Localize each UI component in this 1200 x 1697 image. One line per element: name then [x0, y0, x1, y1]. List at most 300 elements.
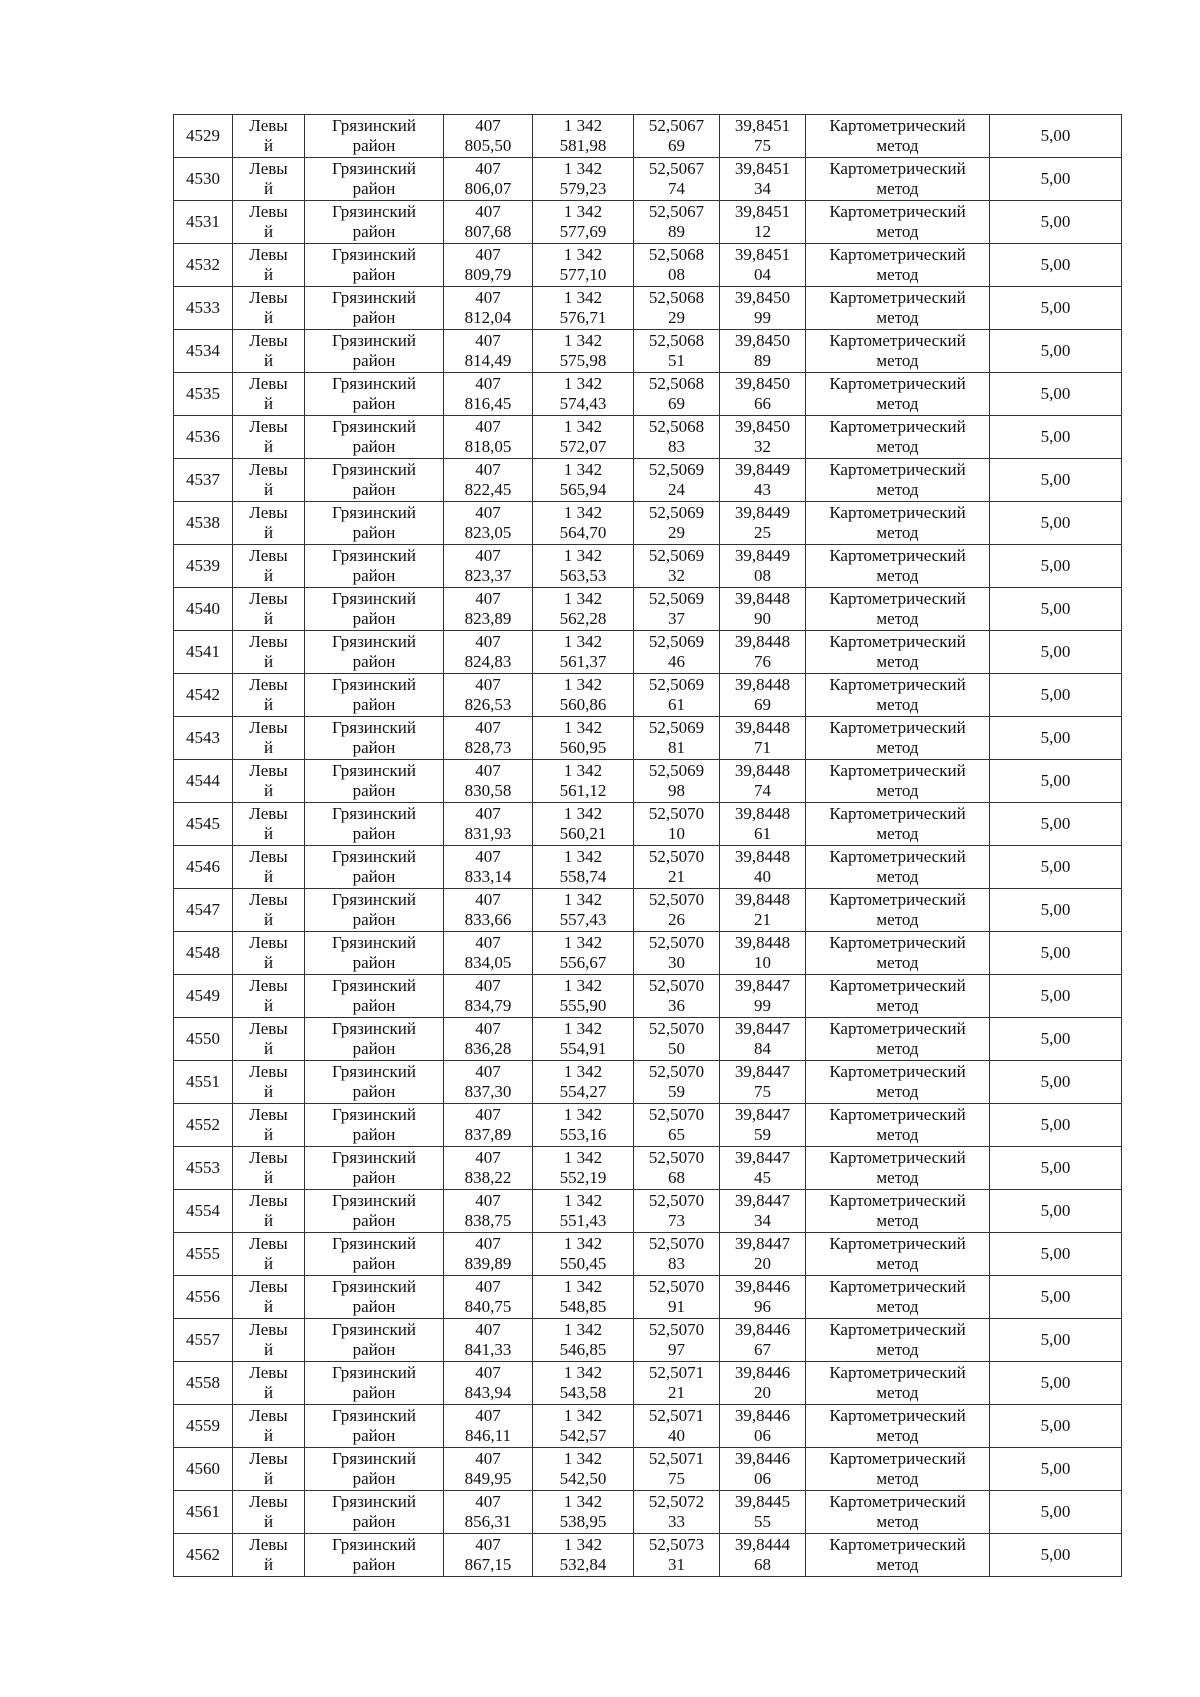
x-coordinate-cell-line: 407 — [475, 632, 501, 651]
point-number-cell: 4540 — [174, 588, 233, 631]
longitude-cell — [720, 502, 806, 545]
method-cell — [806, 287, 990, 330]
latitude-cell-line: 52,5068 — [648, 417, 705, 436]
latitude-cell-line: 68 — [668, 1168, 685, 1187]
x-coordinate-cell-line: 407 — [475, 1449, 501, 1468]
latitude-cell-line: 89 — [668, 222, 685, 241]
y-coordinate-cell-line: 1 342 — [563, 1492, 603, 1511]
point-number-cell: 4559 — [174, 1405, 233, 1448]
longitude-cell — [720, 674, 806, 717]
y-coordinate-cell-line: 551,43 — [559, 1211, 607, 1230]
bank-side-cell — [233, 459, 305, 502]
latitude-cell-line: 59 — [668, 1082, 685, 1101]
method-cell-line: Картометрический — [829, 1363, 966, 1382]
longitude-cell-line: 66 — [754, 394, 771, 413]
longitude-cell — [720, 1104, 806, 1147]
district-cell — [305, 1448, 444, 1491]
longitude-cell-line: 75 — [754, 136, 771, 155]
longitude-cell — [720, 1534, 806, 1577]
bank-side-cell-line: Левы — [249, 1320, 288, 1339]
bank-side-cell-line: Левы — [249, 1363, 288, 1382]
method-cell-line: Картометрический — [829, 632, 966, 651]
longitude-cell-line: 40 — [754, 867, 771, 886]
district-cell-line: район — [352, 1297, 396, 1316]
x-coordinate-cell-line: 407 — [475, 159, 501, 178]
bank-side-cell — [233, 588, 305, 631]
method-cell — [806, 201, 990, 244]
y-coordinate-cell-line: 564,70 — [559, 523, 607, 542]
y-coordinate-cell-line: 1 342 — [563, 933, 603, 952]
y-coordinate-cell-line: 577,69 — [559, 222, 607, 241]
y-coordinate-cell-line: 532,84 — [559, 1555, 607, 1574]
bank-side-cell-line: Левы — [249, 159, 288, 178]
bank-side-cell-line: й — [263, 1426, 274, 1445]
method-cell — [806, 1104, 990, 1147]
y-coordinate-cell-line: 556,67 — [559, 953, 607, 972]
longitude-cell-line: 45 — [754, 1168, 771, 1187]
latitude-cell-line: 21 — [668, 867, 685, 886]
bank-side-cell — [233, 1319, 305, 1362]
table-row — [174, 1104, 1122, 1147]
bank-side-cell-line: й — [263, 394, 274, 413]
method-cell-line: метод — [876, 609, 919, 628]
y-coordinate-cell-line: 560,95 — [559, 738, 607, 757]
bank-side-cell — [233, 1491, 305, 1534]
bank-side-cell-line: й — [263, 1168, 274, 1187]
accuracy-value-cell: 5,00 — [990, 674, 1122, 717]
y-coordinate-cell-line: 1 342 — [563, 1535, 603, 1554]
table-row — [174, 373, 1122, 416]
method-cell — [806, 1147, 990, 1190]
table-row — [174, 631, 1122, 674]
point-number-cell: 4538 — [174, 502, 233, 545]
latitude-cell-line: 08 — [668, 265, 685, 284]
district-cell — [305, 115, 444, 158]
table-row — [174, 158, 1122, 201]
point-number-cell: 4534 — [174, 330, 233, 373]
latitude-cell-line: 61 — [668, 695, 685, 714]
latitude-cell-line: 52,5069 — [648, 632, 705, 651]
x-coordinate-cell-line: 407 — [475, 718, 501, 737]
method-cell-line: Картометрический — [829, 1234, 966, 1253]
point-number-cell: 4532 — [174, 244, 233, 287]
method-cell-line: метод — [876, 1039, 919, 1058]
point-number-cell: 4558 — [174, 1362, 233, 1405]
district-cell-line: район — [352, 1383, 396, 1402]
district-cell-line: район — [352, 136, 396, 155]
y-coordinate-cell — [533, 373, 634, 416]
longitude-cell-line: 39,8449 — [734, 503, 791, 522]
longitude-cell-line: 39,8446 — [734, 1363, 791, 1382]
x-coordinate-cell-line: 809,79 — [464, 265, 512, 284]
x-coordinate-cell — [444, 717, 533, 760]
bank-side-cell — [233, 1104, 305, 1147]
longitude-cell — [720, 1491, 806, 1534]
latitude-cell — [634, 1448, 720, 1491]
district-cell — [305, 1190, 444, 1233]
x-coordinate-cell-line: 806,07 — [464, 179, 512, 198]
bank-side-cell — [233, 631, 305, 674]
district-cell-line: район — [352, 437, 396, 456]
latitude-cell-line: 46 — [668, 652, 685, 671]
y-coordinate-cell — [533, 803, 634, 846]
point-number-cell: 4550 — [174, 1018, 233, 1061]
method-cell-line: метод — [876, 1555, 919, 1574]
latitude-cell-line: 65 — [668, 1125, 685, 1144]
method-cell-line: метод — [876, 738, 919, 757]
y-coordinate-cell — [533, 1405, 634, 1448]
y-coordinate-cell-line: 543,58 — [559, 1383, 607, 1402]
point-number-cell: 4535 — [174, 373, 233, 416]
x-coordinate-cell-line: 836,28 — [464, 1039, 512, 1058]
district-cell-line: район — [352, 1082, 396, 1101]
method-cell-line: метод — [876, 136, 919, 155]
bank-side-cell — [233, 1147, 305, 1190]
longitude-cell-line: 89 — [754, 351, 771, 370]
method-cell-line: метод — [876, 953, 919, 972]
longitude-cell-line: 39,8448 — [734, 718, 791, 737]
x-coordinate-cell-line: 807,68 — [464, 222, 512, 241]
x-coordinate-cell-line: 407 — [475, 460, 501, 479]
latitude-cell-line: 26 — [668, 910, 685, 929]
district-cell-line: Грязинский — [332, 1406, 416, 1425]
method-cell-line: метод — [876, 1297, 919, 1316]
point-number-cell: 4537 — [174, 459, 233, 502]
district-cell-line: Грязинский — [332, 546, 416, 565]
district-cell-line: район — [352, 953, 396, 972]
latitude-cell-line: 52,5070 — [648, 1191, 705, 1210]
bank-side-cell-line: й — [263, 265, 274, 284]
longitude-cell — [720, 1061, 806, 1104]
x-coordinate-cell-line: 407 — [475, 503, 501, 522]
point-number-cell: 4548 — [174, 932, 233, 975]
district-cell-line: район — [352, 1168, 396, 1187]
bank-side-cell-line: Левы — [249, 847, 288, 866]
point-number-cell: 4552 — [174, 1104, 233, 1147]
latitude-cell-line: 52,5073 — [648, 1535, 705, 1554]
district-cell — [305, 330, 444, 373]
longitude-cell-line: 10 — [754, 953, 771, 972]
bank-side-cell — [233, 416, 305, 459]
y-coordinate-cell-line: 552,19 — [559, 1168, 607, 1187]
y-coordinate-cell-line: 1 342 — [563, 202, 603, 221]
district-cell-line: район — [352, 1211, 396, 1230]
y-coordinate-cell-line: 1 342 — [563, 1363, 603, 1382]
y-coordinate-cell-line: 1 342 — [563, 417, 603, 436]
longitude-cell-line: 21 — [754, 910, 771, 929]
longitude-cell-line: 06 — [754, 1469, 771, 1488]
latitude-cell — [634, 545, 720, 588]
y-coordinate-cell-line: 1 342 — [563, 245, 603, 264]
method-cell-line: Картометрический — [829, 1191, 966, 1210]
x-coordinate-cell-line: 407 — [475, 589, 501, 608]
district-cell-line: район — [352, 351, 396, 370]
accuracy-value-cell: 5,00 — [990, 201, 1122, 244]
district-cell — [305, 1362, 444, 1405]
latitude-cell-line: 52,5069 — [648, 761, 705, 780]
x-coordinate-cell — [444, 1362, 533, 1405]
x-coordinate-cell — [444, 330, 533, 373]
district-cell — [305, 1491, 444, 1534]
method-cell-line: Картометрический — [829, 890, 966, 909]
bank-side-cell-line: й — [263, 867, 274, 886]
bank-side-cell-line: й — [263, 222, 274, 241]
y-coordinate-cell — [533, 1233, 634, 1276]
y-coordinate-cell-line: 572,07 — [559, 437, 607, 456]
bank-side-cell-line: Левы — [249, 1234, 288, 1253]
table-row — [174, 1233, 1122, 1276]
y-coordinate-cell-line: 554,91 — [559, 1039, 607, 1058]
y-coordinate-cell-line: 562,28 — [559, 609, 607, 628]
longitude-cell-line: 25 — [754, 523, 771, 542]
district-cell-line: район — [352, 394, 396, 413]
x-coordinate-cell-line: 805,50 — [464, 136, 512, 155]
accuracy-value-cell: 5,00 — [990, 459, 1122, 502]
bank-side-cell-line: й — [263, 1555, 274, 1574]
y-coordinate-cell — [533, 588, 634, 631]
longitude-cell — [720, 889, 806, 932]
longitude-cell — [720, 1147, 806, 1190]
latitude-cell-line: 52,5071 — [648, 1449, 705, 1468]
point-number-cell: 4536 — [174, 416, 233, 459]
district-cell-line: район — [352, 1555, 396, 1574]
method-cell — [806, 115, 990, 158]
y-coordinate-cell-line: 554,27 — [559, 1082, 607, 1101]
x-coordinate-cell-line: 407 — [475, 890, 501, 909]
x-coordinate-cell-line: 407 — [475, 116, 501, 135]
longitude-cell-line: 84 — [754, 1039, 771, 1058]
method-cell-line: метод — [876, 1512, 919, 1531]
bank-side-cell-line: Левы — [249, 1535, 288, 1554]
bank-side-cell-line: Левы — [249, 890, 288, 909]
bank-side-cell-line: Левы — [249, 1277, 288, 1296]
latitude-cell — [634, 1534, 720, 1577]
method-cell-line: метод — [876, 910, 919, 929]
x-coordinate-cell-line: 407 — [475, 933, 501, 952]
x-coordinate-cell — [444, 760, 533, 803]
latitude-cell — [634, 975, 720, 1018]
district-cell-line: Грязинский — [332, 1019, 416, 1038]
method-cell-line: Картометрический — [829, 1492, 966, 1511]
method-cell-line: Картометрический — [829, 245, 966, 264]
x-coordinate-cell-line: 812,04 — [464, 308, 512, 327]
bank-side-cell-line: й — [263, 1082, 274, 1101]
method-cell — [806, 1061, 990, 1104]
x-coordinate-cell-line: 822,45 — [464, 480, 512, 499]
longitude-cell — [720, 631, 806, 674]
method-cell-line: метод — [876, 1426, 919, 1445]
table-row — [174, 287, 1122, 330]
bank-side-cell-line: й — [263, 1211, 274, 1230]
x-coordinate-cell-line: 407 — [475, 1320, 501, 1339]
longitude-cell-line: 39,8448 — [734, 804, 791, 823]
y-coordinate-cell — [533, 1190, 634, 1233]
x-coordinate-cell-line: 407 — [475, 417, 501, 436]
y-coordinate-cell-line: 1 342 — [563, 1148, 603, 1167]
y-coordinate-cell-line: 560,86 — [559, 695, 607, 714]
district-cell-line: Грязинский — [332, 589, 416, 608]
point-number-cell: 4545 — [174, 803, 233, 846]
district-cell-line: район — [352, 1125, 396, 1144]
longitude-cell-line: 90 — [754, 609, 771, 628]
bank-side-cell-line: й — [263, 308, 274, 327]
x-coordinate-cell-line: 840,75 — [464, 1297, 512, 1316]
method-cell-line: метод — [876, 523, 919, 542]
district-cell — [305, 459, 444, 502]
longitude-cell-line: 76 — [754, 652, 771, 671]
district-cell-line: Грязинский — [332, 1535, 416, 1554]
latitude-cell-line: 52,5069 — [648, 718, 705, 737]
table-row — [174, 1319, 1122, 1362]
latitude-cell-line: 91 — [668, 1297, 685, 1316]
bank-side-cell-line: Левы — [249, 632, 288, 651]
bank-side-cell — [233, 330, 305, 373]
x-coordinate-cell-line: 407 — [475, 1234, 501, 1253]
x-coordinate-cell-line: 833,66 — [464, 910, 512, 929]
longitude-cell — [720, 1233, 806, 1276]
table-row — [174, 717, 1122, 760]
latitude-cell-line: 75 — [668, 1469, 685, 1488]
district-cell — [305, 674, 444, 717]
longitude-cell-line: 61 — [754, 824, 771, 843]
table-row — [174, 760, 1122, 803]
bank-side-cell-line: й — [263, 953, 274, 972]
method-cell — [806, 545, 990, 588]
bank-side-cell-line: Левы — [249, 460, 288, 479]
latitude-cell-line: 52,5069 — [648, 675, 705, 694]
accuracy-value-cell: 5,00 — [990, 717, 1122, 760]
bank-side-cell-line: й — [263, 609, 274, 628]
x-coordinate-cell-line: 849,95 — [464, 1469, 512, 1488]
y-coordinate-cell-line: 1 342 — [563, 1019, 603, 1038]
longitude-cell — [720, 1276, 806, 1319]
accuracy-value-cell: 5,00 — [990, 1190, 1122, 1233]
x-coordinate-cell — [444, 201, 533, 244]
method-cell-line: Картометрический — [829, 1019, 966, 1038]
bank-side-cell-line: Левы — [249, 1406, 288, 1425]
table-row — [174, 889, 1122, 932]
table-row — [174, 502, 1122, 545]
x-coordinate-cell — [444, 1061, 533, 1104]
latitude-cell — [634, 1362, 720, 1405]
y-coordinate-cell — [533, 115, 634, 158]
longitude-cell-line: 39,8448 — [734, 675, 791, 694]
x-coordinate-cell-line: 833,14 — [464, 867, 512, 886]
district-cell-line: Грязинский — [332, 847, 416, 866]
method-cell-line: метод — [876, 652, 919, 671]
method-cell-line: Картометрический — [829, 1449, 966, 1468]
coordinates-table — [173, 114, 1122, 1577]
method-cell — [806, 889, 990, 932]
latitude-cell — [634, 1104, 720, 1147]
bank-side-cell-line: Левы — [249, 976, 288, 995]
y-coordinate-cell-line: 553,16 — [559, 1125, 607, 1144]
x-coordinate-cell-line: 841,33 — [464, 1340, 512, 1359]
method-cell — [806, 244, 990, 287]
point-number-cell: 4555 — [174, 1233, 233, 1276]
district-cell — [305, 201, 444, 244]
y-coordinate-cell-line: 1 342 — [563, 1105, 603, 1124]
district-cell-line: район — [352, 566, 396, 585]
y-coordinate-cell-line: 560,21 — [559, 824, 607, 843]
y-coordinate-cell — [533, 1362, 634, 1405]
bank-side-cell-line: Левы — [249, 675, 288, 694]
bank-side-cell-line: Левы — [249, 1148, 288, 1167]
latitude-cell — [634, 846, 720, 889]
accuracy-value-cell: 5,00 — [990, 1405, 1122, 1448]
bank-side-cell-line: й — [263, 523, 274, 542]
x-coordinate-cell-line: 407 — [475, 1535, 501, 1554]
latitude-cell-line: 52,5070 — [648, 933, 705, 952]
method-cell-line: метод — [876, 1211, 919, 1230]
method-cell — [806, 760, 990, 803]
bank-side-cell — [233, 1190, 305, 1233]
x-coordinate-cell-line: 407 — [475, 976, 501, 995]
x-coordinate-cell-line: 831,93 — [464, 824, 512, 843]
method-cell-line: метод — [876, 781, 919, 800]
table-row — [174, 330, 1122, 373]
x-coordinate-cell-line: 407 — [475, 1492, 501, 1511]
y-coordinate-cell-line: 1 342 — [563, 460, 603, 479]
x-coordinate-cell — [444, 373, 533, 416]
accuracy-value-cell: 5,00 — [990, 1319, 1122, 1362]
bank-side-cell-line: Левы — [249, 1105, 288, 1124]
district-cell — [305, 1233, 444, 1276]
accuracy-value-cell: 5,00 — [990, 932, 1122, 975]
bank-side-cell-line: й — [263, 437, 274, 456]
x-coordinate-cell-line: 834,79 — [464, 996, 512, 1015]
longitude-cell-line: 39,8446 — [734, 1406, 791, 1425]
accuracy-value-cell: 5,00 — [990, 287, 1122, 330]
x-coordinate-cell-line: 818,05 — [464, 437, 512, 456]
y-coordinate-cell-line: 577,10 — [559, 265, 607, 284]
bank-side-cell-line: Левы — [249, 503, 288, 522]
point-number-cell: 4557 — [174, 1319, 233, 1362]
longitude-cell — [720, 1018, 806, 1061]
latitude-cell-line: 21 — [668, 1383, 685, 1402]
longitude-cell-line: 39,8444 — [734, 1535, 791, 1554]
method-cell — [806, 330, 990, 373]
x-coordinate-cell-line: 839,89 — [464, 1254, 512, 1273]
bank-side-cell-line: й — [263, 566, 274, 585]
district-cell-line: Грязинский — [332, 1449, 416, 1468]
latitude-cell-line: 52,5070 — [648, 1148, 705, 1167]
y-coordinate-cell — [533, 158, 634, 201]
longitude-cell-line: 39,8447 — [734, 1019, 791, 1038]
longitude-cell — [720, 1448, 806, 1491]
latitude-cell-line: 97 — [668, 1340, 685, 1359]
method-cell-line: Картометрический — [829, 1277, 966, 1296]
longitude-cell-line: 99 — [754, 308, 771, 327]
bank-side-cell-line: Левы — [249, 1492, 288, 1511]
longitude-cell-line: 39,8451 — [734, 245, 791, 264]
latitude-cell-line: 36 — [668, 996, 685, 1015]
y-coordinate-cell — [533, 846, 634, 889]
x-coordinate-cell-line: 846,11 — [464, 1426, 512, 1445]
bank-side-cell-line: й — [263, 1383, 274, 1402]
district-cell-line: район — [352, 1254, 396, 1273]
x-coordinate-cell-line: 856,31 — [464, 1512, 512, 1531]
y-coordinate-cell-line: 1 342 — [563, 1191, 603, 1210]
latitude-cell-line: 29 — [668, 523, 685, 542]
method-cell — [806, 1319, 990, 1362]
table-row — [174, 1448, 1122, 1491]
x-coordinate-cell — [444, 631, 533, 674]
y-coordinate-cell-line: 1 342 — [563, 159, 603, 178]
y-coordinate-cell — [533, 502, 634, 545]
latitude-cell-line: 52,5070 — [648, 1277, 705, 1296]
district-cell-line: Грязинский — [332, 761, 416, 780]
